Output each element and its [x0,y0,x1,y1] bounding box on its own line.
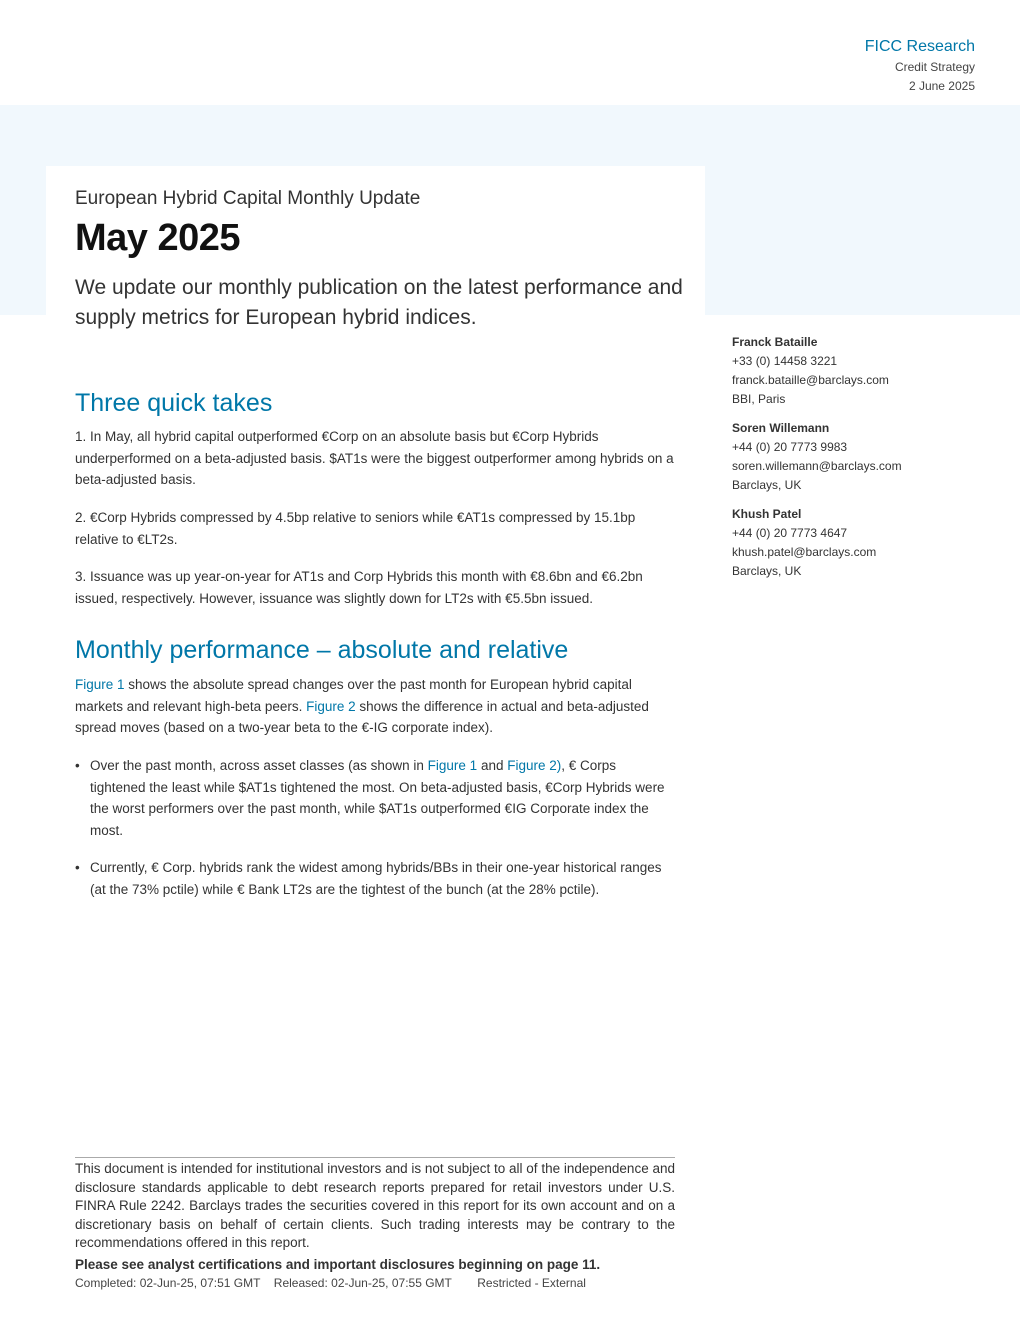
quick-take-1: 1. In May, all hybrid capital outperformed €Corp on an absolute basis but €Corp Hybrids underperformed on a beta-adjusted basis. $AT1s were the biggest outperformer among hybrids on a beta-adjusted basis. [75,429,674,487]
report-header [865,36,975,96]
disclaimer-text: This document is intended for institutional investors and is not subject to all of the independence and disclosure standards applicable to debt research reports prepared for retail investors under U.S. FINRA Rule 2242. Barclays trades the securities covered in this report for its own account and on a discretionary basis on behalf of certain clients. Such trading interests may be contrary to the recommendations offered in this report. [75,1161,675,1250]
performance-intro [75,674,675,739]
report-date: 2 June 2025 [908,79,975,93]
publication-meta [75,1276,596,1290]
division-label: FICC Research [864,38,975,55]
quick-take-3: 3. Issuance was up year-on-year for AT1s and Corp Hybrids this month with €8.6bn and €6.2bn issued, respectively. However, issuance was slightly down for LT2s with €5.5bn issued. [75,569,643,606]
author-email[interactable]: franck.bataille@barclays.com [732,373,889,387]
bullet-text: Over the past month, across asset classes (as shown in [90,758,428,773]
author-name: Soren Willemann [732,421,830,435]
intro-text: shows the difference in actual and beta-adjusted spread moves (based on a two-year beta to the €-IG corporate index). [75,698,649,735]
section-heading-performance: Monthly performance – absolute and relative [75,636,569,664]
author-phone: +44 (0) 20 7773 9983 [732,440,848,454]
figure-1-link[interactable]: Figure 1 [75,677,125,692]
released-timestamp: Released: 02-Jun-25, 07:55 GMT [273,1276,452,1290]
author-card [732,505,982,581]
author-email[interactable]: soren.willemann@barclays.com [732,459,902,473]
author-location: BBI, Paris [732,392,786,406]
bullet-text: and [477,758,508,773]
intro-text: shows the absolute spread changes over the past month for European hybrid capital markets and relevant high-beta peers. [75,677,632,714]
team-label: Credit Strategy [894,60,975,74]
author-name: Franck Bataille [732,335,818,349]
author-phone: +44 (0) 20 7773 4647 [732,526,848,540]
classification-label: Restricted - External [477,1276,586,1290]
list-item [75,755,675,841]
quick-take-2: 2. €Corp Hybrids compressed by 4.5bp relative to seniors while €AT1s compressed by 15.1bp relative to €LT2s. [75,510,636,547]
bullet-icon: • [75,758,80,773]
footer-divider [75,1157,675,1158]
page-title: May 2025 [75,217,241,259]
author-phone: +33 (0) 14458 3221 [732,354,838,368]
bullet-icon: • [75,860,80,875]
bullet-text: , € Corps tightened the least while $AT1s tightened the most. On beta-adjusted basis, €Corp Hybrids were the worst performers over the past month, while $AT1s outperformed €IG Corporate index the most. [90,758,665,838]
author-email[interactable]: khush.patel@barclays.com [732,545,877,559]
bullet-text: Currently, € Corp. hybrids rank the widest among hybrids/BBs in their one-year historical ranges (at the 73% pctile) while € Bank LT2s are the tightest of the bunch (at the 28% pctile). [90,860,662,897]
author-list [732,333,982,591]
author-location: Barclays, UK [732,478,802,492]
report-lede: We update our monthly publication on the latest performance and supply metrics for European hybrid indices. [75,276,683,329]
report-series: European Hybrid Capital Monthly Update [75,188,421,209]
figure-2-link[interactable]: Figure 2 [306,698,356,714]
section-heading-quick-takes: Three quick takes [75,389,273,417]
author-location: Barclays, UK [732,564,802,578]
author-card [732,419,982,495]
disclosures-note: Please see analyst certifications and important disclosures beginning on page 11. [75,1257,601,1272]
completed-timestamp: Completed: 02-Jun-25, 07:51 GMT [75,1276,261,1290]
performance-bullets [75,755,675,916]
figure-1-link[interactable]: Figure 1 [427,758,478,773]
list-item [75,857,675,900]
author-card [732,333,982,409]
figure-2-link[interactable]: Figure 2) [507,758,562,773]
author-name: Khush Patel [732,507,802,521]
